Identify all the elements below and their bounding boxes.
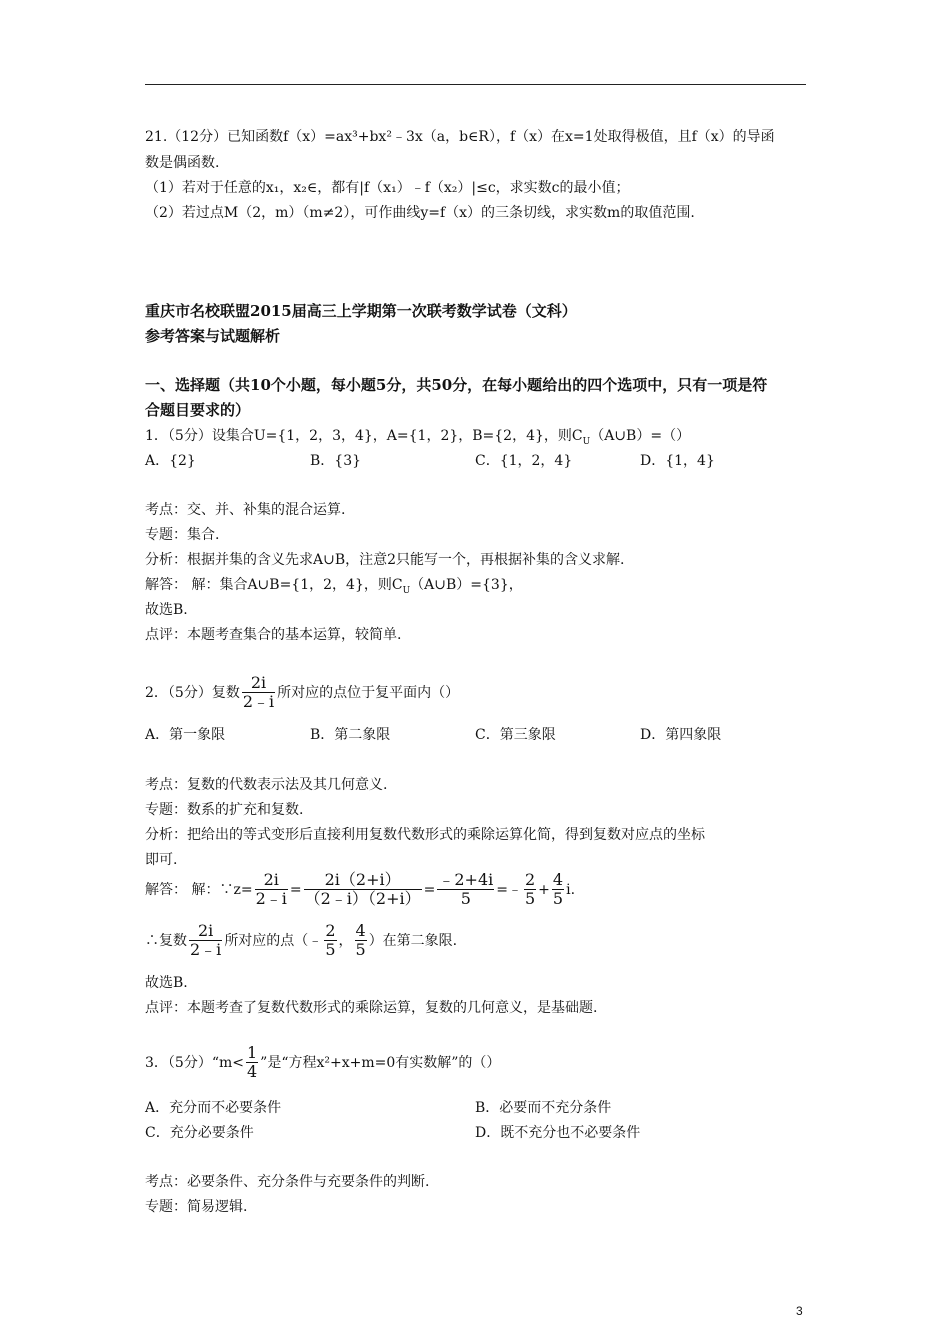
q2-jieda-frac3-num: ﹣2+4i	[438, 870, 494, 889]
q1-jieda-tail: （A∪B）={3}，	[410, 577, 523, 593]
q1-option-a: A．{2}	[145, 453, 196, 469]
q1-jieda-subscript: U	[402, 585, 411, 596]
q2-jieda-frac5-den: 5	[552, 889, 564, 908]
q2-jieda-tail: i.	[566, 881, 576, 898]
q3-option-c: C．充分必要条件	[145, 1125, 254, 1141]
q2-jieda	[145, 871, 575, 908]
q2-option-b: B．第二象限	[310, 727, 391, 743]
q2-conclusion-mid: 所对应的点（﹣	[224, 932, 323, 949]
q1-zhuanti: 专题：集合.	[145, 527, 220, 543]
page-number: 3	[796, 1304, 803, 1318]
q3-option-d: D．既不充分也不必要条件	[475, 1125, 641, 1141]
q3-stem-frac-num: 1	[246, 1043, 258, 1062]
q2-conclusion-frac-x-den: 5	[325, 940, 336, 959]
document-subtitle: 参考答案与试题解析	[145, 327, 281, 345]
q21-line4: （2）若过点M（2，m）（m≠2），可作曲线y=f（x）的三条切线，求实数m的取值范围.	[145, 205, 695, 221]
q2-jieda-frac1-num: 2i	[255, 871, 288, 890]
q2-conclusion-frac-den: 2﹣i	[190, 940, 222, 959]
q3-option-a: A．充分而不必要条件	[145, 1100, 282, 1116]
q1-kaodian: 考点：交、并、补集的混合运算.	[145, 502, 346, 518]
q3-kaodian: 考点：必要条件、充分条件与充要条件的判断.	[145, 1174, 430, 1190]
q2-jieda-frac4-num: 2	[524, 870, 536, 889]
q2-conclusion-pre: ∴复数	[145, 932, 187, 949]
q1-option-c: C．{1，2，4}	[475, 453, 573, 469]
q1-option-b: B．{3}	[310, 453, 362, 469]
q1-guxuan: 故选B.	[145, 602, 188, 618]
q2-stem	[145, 674, 459, 711]
q1-stem-tail: （A∪B）=（）	[590, 428, 691, 444]
q2-stem-frac-den: 2﹣i	[242, 692, 275, 711]
q1-option-d: D．{1，4}	[640, 453, 715, 469]
q21-line1: 21.（12分）已知函数f（x）=ax³+bx²﹣3x（a，b∈R），f（x）在x=1处取得极值，且f（x）的导函	[145, 129, 775, 145]
q1-stem-subscript: U	[582, 436, 591, 447]
q1-stem-text: 1．（5分）设集合U={1，2，3，4}，A={1，2}，B={2，4}，则C	[145, 428, 583, 444]
q2-dianping: 点评：本题考查了复数代数形式的乘除运算，复数的几何意义，是基础题.	[145, 1000, 598, 1016]
q2-jieda-eq1: =	[289, 881, 302, 898]
q3-stem	[145, 1044, 500, 1081]
q3-stem-fraction	[246, 1044, 258, 1081]
q2-jieda-frac2	[304, 871, 422, 908]
q2-stem-fraction	[242, 674, 275, 711]
q2-guxuan: 故选B.	[145, 975, 188, 991]
q3-stem-pre: 3．（5分）“m<	[145, 1054, 244, 1071]
q2-option-a: A．第一象限	[145, 727, 226, 743]
q2-kaodian: 考点：复数的代数表示法及其几何意义.	[145, 777, 388, 793]
q3-stem-frac-den: 4	[246, 1062, 258, 1081]
q1-fenxi: 分析：根据并集的含义先求A∪B，注意2只能写一个，再根据补集的含义求解.	[145, 552, 625, 568]
q2-jieda-frac1	[255, 871, 288, 908]
q2-jieda-frac2-den: （2﹣i）（2+i）	[304, 889, 421, 908]
q2-option-d: D．第四象限	[640, 727, 722, 743]
q2-conclusion-comma: ，	[338, 932, 353, 949]
q3-stem-post: ”是“方程x²+x+m=0有实数解”的（）	[260, 1054, 501, 1071]
q2-conclusion-frac-y-den: 5	[355, 940, 366, 959]
q2-stem-post: 所对应的点位于复平面内（）	[277, 684, 460, 701]
q2-conclusion	[145, 922, 457, 959]
q21-line3: （1）若对于任意的x₁，x₂∈，都有|f（x₁）﹣f（x₂）|≤c，求实数c的最小值；	[145, 180, 630, 196]
q1-jieda-text: 解答： 解：集合A∪B={1，2，4}，则C	[145, 577, 403, 593]
q2-jieda-pre: 解答： 解：∵z=	[145, 881, 253, 898]
q2-jieda-frac3-den: 5	[460, 889, 471, 908]
header-rule	[145, 84, 806, 85]
q2-jieda-plus: +	[538, 881, 550, 898]
q1-dianping: 点评：本题考查集合的基本运算，较简单.	[145, 627, 402, 643]
q2-jieda-frac4	[524, 871, 536, 908]
q2-jieda-frac4-den: 5	[524, 889, 536, 908]
q2-jieda-eq3: =﹣	[496, 881, 522, 898]
q2-conclusion-frac-num: 2i	[189, 922, 222, 941]
q21-line2: 数是偶函数.	[145, 155, 220, 171]
q2-conclusion-tail: ）在第二象限.	[368, 932, 458, 949]
q2-option-c: C．第三象限	[475, 727, 556, 743]
q2-jieda-frac5	[552, 871, 564, 908]
q2-stem-frac-num: 2i	[242, 674, 275, 693]
q1-stem	[145, 427, 690, 451]
q2-jieda-frac3	[437, 871, 494, 908]
q2-jieda-frac1-den: 2﹣i	[255, 889, 287, 908]
q2-conclusion-frac-x-num: 2	[325, 921, 336, 940]
document-title: 重庆市名校联盟2015届高三上学期第一次联考数学试卷（文科）	[145, 302, 577, 320]
q2-jieda-eq2: =	[423, 881, 436, 898]
q1-jieda	[145, 576, 523, 600]
q3-zhuanti: 专题：简易逻辑.	[145, 1199, 248, 1215]
q2-conclusion-frac	[189, 922, 222, 959]
q2-stem-pre: 2．（5分）复数	[145, 684, 240, 701]
q3-option-b: B．必要而不充分条件	[475, 1100, 612, 1116]
q2-fenxi-line2: 即可.	[145, 852, 178, 868]
q2-jieda-frac2-num: 2i（2+i）	[304, 871, 422, 890]
q2-conclusion-frac-y-num: 4	[355, 921, 366, 940]
q2-conclusion-frac-x	[324, 922, 336, 959]
section-heading-line2: 合题目要求的）	[145, 401, 251, 419]
q2-conclusion-frac-y	[355, 922, 367, 959]
q2-zhuanti: 专题：数系的扩充和复数.	[145, 802, 304, 818]
section-heading-line1: 一、选择题（共10个小题，每小题5分，共50分，在每小题给出的四个选项中，只有一项是符	[145, 376, 768, 394]
q2-jieda-frac5-num: 4	[552, 870, 564, 889]
q2-fenxi-line1: 分析：把给出的等式变形后直接利用复数代数形式的乘除运算化简，得到复数对应点的坐标	[145, 827, 705, 843]
